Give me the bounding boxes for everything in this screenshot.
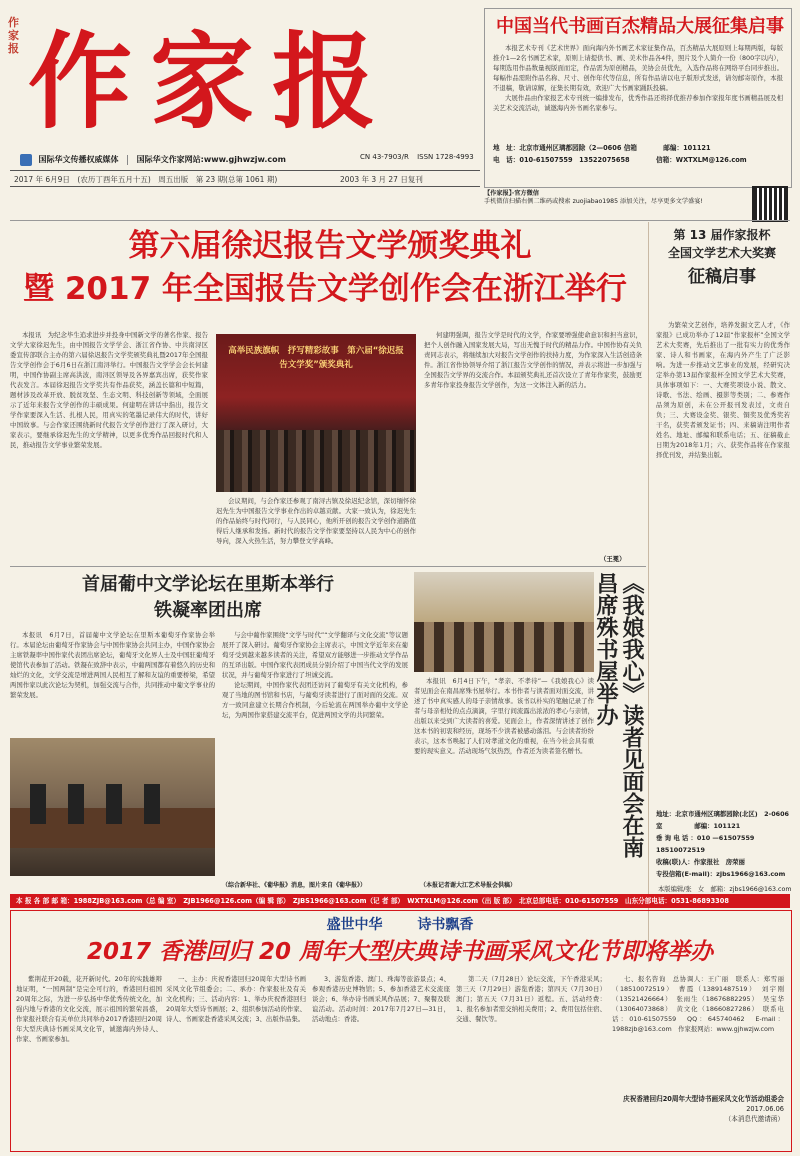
reading-event-photo xyxy=(414,572,594,672)
award-ceremony-photo xyxy=(216,334,416,492)
founded-date: 2003 年 3 月 27 日复刊 xyxy=(340,175,423,184)
people-on-stage xyxy=(216,430,416,492)
wone-body xyxy=(414,676,594,872)
award-email: 专投信箱(E-mail)：zjbs1966@163.com xyxy=(656,870,786,878)
hk-col5-text: 七、报名咨询 总协调人：王广丽 联系人：郑雪丽（18510072519） 曹霞（13891487519） 刘宇刚（13521426664） 张雨生（18676882295） 吴宝华（13064073868） 黄文化（18660827286） 联系电话：010-61507559 QQ：645740462 E-mail：1988zjb@163.com 作家报网站：www.gjhwzjw.com xyxy=(612,975,784,1033)
contest-address: 地 址：北京市通州区璃都园除（2—0606 信箱 邮编：101121 xyxy=(493,144,711,152)
forum-people xyxy=(30,784,180,824)
contest-phone: 电 话：010-61507559 13522075658 信箱：WXTXLM@126.com xyxy=(493,156,747,164)
award-collect: 收稿(联)人：作家报社 房荣丽 xyxy=(656,858,745,866)
putao-text: 本报讯 6月7日，首届葡中文学论坛在里斯本葡萄牙作家协会举行。本届论坛由葡萄牙作家协会与中国作家协会共同主办，中国作家协会主席铁凝率中国作家代表团出席论坛，葡萄牙文化界人士及中国驻葡萄牙使馆代表参加了活动。铁凝在致辞中表示，中葡两国都有着悠久的历史和灿烂的文化，文学交流是增进两国人民相互了解和友谊的重要桥梁，希望两国作家以此次论坛为契机，加强交流与合作，共同推动中葡文学事业的繁荣发展。 xyxy=(10,631,215,699)
contest-body-p1: 本报艺术专刊《艺术世界》面向海内外书画艺术家征集作品，百杰精品大展原则上每期两版，每版推介1—2名书画艺术家，原则上请提供书、画、美术作品各4件，照片及个人简介一份（800字以内），每期选用作品数量视版面而定，作品需为原创精品，美协会员优先，入选作品将在网络平台同步推出。每幅作品需附作品名称、尺寸、创作年代等信息，所有作品请以电子版形式发送，请勿邮寄原作，本报不退稿，敬请谅解，征集长期有效，欢迎广大书画家踊跃投稿。 xyxy=(493,44,783,92)
hk-sign-date: 2017.06.06 xyxy=(746,1105,784,1113)
putao-sign: （综合新华社、《葡华报》消息，图片来自《葡华报》） xyxy=(222,882,367,889)
cn-label: CN xyxy=(360,153,371,161)
award-title-1: 第 13 届作家报杯 xyxy=(673,228,771,242)
award-notice-header xyxy=(654,226,790,326)
hk-sign-org: 庆祝香港回归20周年大型诗书画采风文化节活动组委会 xyxy=(623,1095,784,1103)
forum-photo xyxy=(10,738,215,876)
hk-col3-text: 3、游览香港、澳门、珠海等旅游景点；4、参观香港历史博物馆；5、参加香港艺术交流座谈会；6、举办诗书画采风作品展；7、聚餐及联谊活动。活动时间：2017年7月27日—31日，活动地点：香港。 xyxy=(312,975,450,1023)
tagline-2: 国际华文作家网站:www.gjhwzjw.com xyxy=(136,155,286,164)
hk-col3 xyxy=(312,974,450,1146)
award-notice-text: 为繁荣文艺创作，培养发掘文艺人才，《作家报》已成功举办了12届“作家报杯”全国文学艺术大奖赛，先后推出了一批有实力的优秀作家、诗人和书画家，在海内外产生了广泛影响。为进一步推动文艺事业的发展，经研究决定举办第13届作家报杯全国文学艺术大奖赛，具体事项如下：一、大赛奖项设小说、散文、诗歌、书法、绘画、摄影等类别；二、参赛作品须为原创，未在公开报刊发表过，文责自负；三、大赛设金奖、银奖、铜奖及优秀奖若干名，获奖者颁发证书；四、来稿请注明作者姓名、地址、邮编和联系电话；五、征稿截止日期为2018年1月；六、获奖作品将在作家报择优刊发，并结集出版。 xyxy=(656,321,790,459)
putao-title-2: 铁凝率团出席 xyxy=(154,600,262,621)
article1-col2-text: 会议期间，与会作家还参观了南浔古镇及徐迟纪念馆，深切缅怀徐迟先生为中国报告文学事业作出的卓越贡献。大家一致认为，徐迟先生的作品始终与时代同行，与人民同心，他所开创的报告文学创作道路值得后人继承和发扬。新时代的报告文学作家要坚持以人民为中心的创作导向，深入火热生活，努力攀登文学高峰。 xyxy=(216,497,416,545)
hk-headline: 2017 香港回归 20 周年大型庆典诗书画采风文化节即将举办 xyxy=(86,939,714,965)
hk-sign-note: （本消息代邀请函） xyxy=(724,1115,784,1123)
qr-code-icon[interactable] xyxy=(752,186,788,222)
hk-sub2: 诗书飘香 xyxy=(417,917,474,933)
hk-col1 xyxy=(16,974,162,1146)
putao-headline xyxy=(10,572,406,624)
wechat-text: 手机微信扫描右侧二维码或搜索 zuojiabao1985 添加关注，尽享更多文学盛宴! xyxy=(484,198,703,205)
wone-title: 《我娘我心》读者见面会在南昌席殊书屋举办 xyxy=(593,572,644,858)
article1-sign: （王冕） xyxy=(600,555,626,563)
contest-box xyxy=(484,8,792,188)
hk-col1-text: 紫荆花开20载，花开新时代。20年的实践雄辩地证明，“一国两制”是完全可行的，香港回归祖国20周年之际，为进一步弘扬中华优秀传统文化，加强内地与香港的文化交流，展示祖国的繁荣昌盛，作家报社联合有关单位共同举办2017香港回归20周年大型庆典诗书画采风文化节，诚邀海内外诗人、作家、书画家参加。 xyxy=(16,975,162,1043)
award-notice-body xyxy=(656,320,790,700)
hk-sign xyxy=(612,1094,784,1124)
newspaper-title: 作家报 xyxy=(28,20,395,143)
photo-banner-text: 高举民族旗帜 抒写精彩故事 第六届“徐迟报告文学奖”颁奖典礼 xyxy=(228,346,404,370)
contest-body-p2: 大展作品由作家报艺术专刊统一编排发布，优秀作品还将择优推荐参加作家报年度书画精品展及相关艺术交流活动，诚邀海内外书画名家参与。 xyxy=(493,94,783,112)
date-line: 2017 年 6月9日 (农历丁酉年五月十五) 周五出版 第 23 期(总第 1061 期) xyxy=(14,175,278,184)
hk-subheading xyxy=(0,914,800,934)
putao-body xyxy=(10,630,215,734)
cn-number: 43-7903/R xyxy=(372,153,409,161)
article1-body xyxy=(10,330,208,562)
hk-col5 xyxy=(612,974,784,1090)
wechat-box xyxy=(484,190,744,206)
main-headline-line1: 第六届徐迟报告文学颁奖典礼 xyxy=(128,228,532,264)
main-headline-line2: 暨 2017 年全国报告文学创作会在浙江举行 xyxy=(23,271,627,307)
issn-number: 1728-4993 xyxy=(435,153,474,161)
contest-body xyxy=(493,43,783,135)
award-title-2: 全国文学艺术大奖赛 xyxy=(667,246,776,260)
article1-col2 xyxy=(216,496,416,564)
hk-col2-text: 一、主办：庆祝香港回归20周年大型诗书画采风文化节组委会；二、承办：作家报社及有关文化机构；三、活动内容：1、举办庆祝香港回归20周年大型诗书画展；2、组织参加活动的作家、诗人、书画家赴香港采风交流；3、出版作品集。 xyxy=(166,975,306,1023)
wone-sign: （本报记者谢大江艺术导报会供稿） xyxy=(420,882,517,889)
cn-issn xyxy=(360,153,474,161)
award-contact xyxy=(656,808,790,880)
hk-sub1: 盛世中华 xyxy=(326,917,383,933)
tagline-1: 国际华文传播权威媒体 xyxy=(38,155,119,164)
page-editor: 本版编辑/张 女 邮箱：zjbs1966@163.com xyxy=(658,886,792,893)
award-title-3: 征稿启事 xyxy=(688,267,756,287)
hk-col2 xyxy=(166,974,306,1146)
side-label-text: 作家报 xyxy=(8,16,19,55)
article1-col3 xyxy=(424,330,642,554)
hk-col4-text: 第二天（7月28日）论坛交流，下午香港采风；第三天（7月29日）游览香港；第四天（7月30日）澳门；第五天（7月31日）返程。五、活动经费：1、报名参加者需交纳相关费用；2、费用包括住宿、交通、餐饮等。 xyxy=(456,975,606,1023)
contact-footer-bar: 本 报 各 部 邮 箱：1988ZJB@163.com（总 编 室） ZJB1966@126.com（编 辑 部） ZJBS1966@163.com（记 者 部） WXTXLM@126.com（出 版 部） 北京总部电话：010-61507559 山东分部电话：0531-86893308 xyxy=(10,894,790,908)
article1-col3-text: 何建明强调，报告文学是时代的文学，作家要增强使命意识和担当意识，把个人创作融入国家发展大局，写出无愧于时代的精品力作。中国作协有关负责同志表示，将继续加大对报告文学创作的扶持力度，为作家深入生活创造条件。浙江省作协领导介绍了浙江报告文学创作的情况，并表示将进一步加强与全国报告文学界的交流合作。本届颁奖典礼还首次设立了青年作家奖，鼓励更多青年作家投身报告文学创作，为这一文体注入新的活力。 xyxy=(424,331,642,389)
putao-col3-text: 论坛期间，中国作家代表团还访问了葡萄牙有关文化机构，参观了当地的图书馆和书店，与葡萄牙读者进行了面对面的交流。双方一致同意建立长期合作机制，今后轮流在两国举办葡中文学论坛，为两国作家搭建交流平台，促进两国文学的共同繁荣。 xyxy=(222,681,408,719)
issn-label: ISSN xyxy=(417,153,434,161)
putao-col2-text: 与会中葡作家围绕“文学与时代”“文学翻译与文化交流”等议题展开了深入研讨。葡萄牙作家协会主席表示，中国文学近年来在葡萄牙受到越来越多读者的关注，希望双方能够进一步推动文学作品的互译出版。中国作家代表团成员分别介绍了中国当代文学的发展状况，并与葡萄牙作家进行了坦诚交流。 xyxy=(222,631,408,679)
putao-col2 xyxy=(222,630,408,878)
wechat-label: 【作家报】·官方微信 xyxy=(484,190,539,197)
logo-icon xyxy=(20,154,32,166)
hk-col4 xyxy=(456,974,606,1146)
article1-text: 本报讯 为纪念毕生追求进步并投身中国新文学的著名作家、报告文学大家徐迟先生，由中国报告文学学会、浙江省作协、中共南浔区委宣传部联合主办的第六届徐迟报告文学奖颁奖典礼暨2017年全国报告文学创作会于6月6日在浙江南浔举行。中国报告文学学会会长何建明，中国作协副主席高洪波，南浔区领导及各界嘉宾出席，获奖作家代表发言。本届徐迟报告文学奖共有作品获奖，涵盖长篇和中短篇，题材涉及改革开放、脱贫攻坚、生态文明、科技创新等领域，全面展示了近年来报告文学创作的丰硕成果。何建明在讲话中指出，报告文学作家要深入生活、扎根人民，用真实的笔墨记录伟大的时代，讲好中国故事。与会作家还围绕新时代报告文学创作进行了深入研讨，大家表示，要继承徐迟先生的文学精神，以更多优秀作品回报时代和人民，推动报告文学事业繁荣发展。 xyxy=(10,331,208,449)
contest-title: 中国当代书画百杰精品大展征集启事 xyxy=(496,16,784,37)
wone-text: 本报讯 6月4日下午，“孝亲、不孝待”—《我娘我心》读者见面会在南昌席殊书屋举行。本书作者与读者面对面交流，讲述了书中真实感人的母子亲情故事。该书以朴实的笔触记录了作者与母亲相处的点点滴滴，字里行间流露出浓浓的孝心与亲情，出版以来受到广大读者的喜爱。见面会上，作者深情讲述了创作这本书的初衷和经历，现场不少读者被感动落泪。与会读者纷纷表示，这本书唤起了人们对孝道文化的重视，在当今社会具有重要的现实意义。活动现场气氛热烈，作者还为读者签名赠书。 xyxy=(414,677,594,755)
award-address: 地址：北京市通州区璃都园除(北区) 2-0606 室 邮编：101121 xyxy=(656,810,789,830)
audience xyxy=(414,622,594,672)
putao-title-1: 首届葡中文学论坛在里斯本举行 xyxy=(82,574,334,595)
award-phone: 垂 询 电 话 ：010 —61507559 18510072519 xyxy=(656,834,761,854)
